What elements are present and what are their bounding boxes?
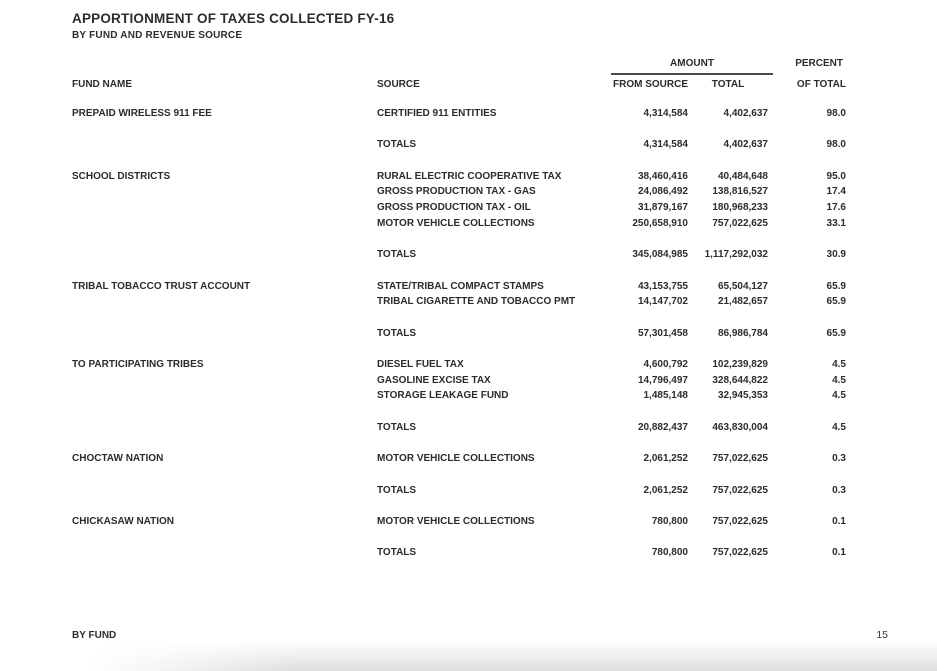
total-cell: 180,968,233 bbox=[712, 202, 768, 214]
percent-cell: 30.9 bbox=[826, 249, 846, 261]
totals-row bbox=[0, 483, 937, 499]
from-source-cell: 2,061,252 bbox=[643, 484, 688, 496]
source-cell bbox=[377, 404, 558, 420]
source-cell: RURAL ELECTRIC COOPERATIVE TAX bbox=[377, 170, 562, 182]
fund-name-cell bbox=[72, 341, 377, 357]
column-header-of-total: OF TOTAL bbox=[796, 79, 846, 90]
blank-row bbox=[0, 310, 937, 326]
table-row bbox=[0, 184, 937, 200]
from-source-cell bbox=[558, 341, 688, 357]
from-source-cell bbox=[558, 232, 688, 248]
blank-row bbox=[0, 435, 937, 451]
table-row bbox=[0, 514, 937, 530]
fund-name-cell: CHOCTAW NATION bbox=[72, 453, 164, 465]
source-cell: STORAGE LEAKAGE FUND bbox=[377, 390, 509, 402]
percent-cell bbox=[768, 467, 846, 483]
total-cell bbox=[688, 404, 768, 420]
percent-cell bbox=[768, 404, 846, 420]
source-cell: GROSS PRODUCTION TAX - GAS bbox=[377, 186, 536, 198]
table-row bbox=[0, 200, 937, 216]
fund-name-cell bbox=[72, 122, 377, 138]
percent-cell bbox=[768, 341, 846, 357]
from-source-cell: 250,658,910 bbox=[632, 217, 688, 229]
total-cell bbox=[688, 530, 768, 546]
from-source-cell: 38,460,416 bbox=[637, 170, 688, 182]
total-cell: 757,022,625 bbox=[712, 453, 768, 465]
fund-name-cell: CHICKASAW NATION bbox=[72, 515, 175, 527]
fund-name-cell: PREPAID WIRELESS 911 FEE bbox=[72, 108, 212, 119]
percent-cell: 17.6 bbox=[826, 202, 846, 214]
column-header-fund-name: FUND NAME bbox=[72, 79, 132, 90]
blank-row bbox=[0, 232, 937, 248]
percent-cell bbox=[768, 310, 846, 326]
total-cell bbox=[688, 232, 768, 248]
from-source-cell: 1,485,148 bbox=[643, 390, 688, 402]
percent-cell: 98.0 bbox=[826, 139, 846, 151]
percent-cell bbox=[768, 498, 846, 514]
from-source-cell bbox=[558, 435, 688, 451]
percent-cell: 0.3 bbox=[832, 484, 846, 496]
fund-name-cell bbox=[72, 404, 377, 420]
from-source-cell bbox=[558, 122, 688, 138]
from-source-cell bbox=[558, 498, 688, 514]
total-cell bbox=[688, 153, 768, 169]
total-cell: 65,504,127 bbox=[717, 280, 768, 292]
source-cell: CERTIFIED 911 ENTITIES bbox=[377, 108, 497, 119]
column-header-total: TOTAL bbox=[711, 79, 745, 90]
percent-cell: 4.5 bbox=[832, 390, 846, 402]
source-cell: DIESEL FUEL TAX bbox=[377, 359, 464, 370]
source-cell: GROSS PRODUCTION TAX - OIL bbox=[377, 202, 531, 214]
table-row bbox=[0, 169, 937, 185]
fund-name-cell bbox=[72, 498, 377, 514]
page-subtitle: BY FUND AND REVENUE SOURCE bbox=[72, 30, 243, 41]
source-cell: TOTALS bbox=[377, 484, 417, 496]
from-source-cell: 14,147,702 bbox=[637, 296, 688, 308]
total-cell bbox=[688, 467, 768, 483]
total-cell bbox=[688, 122, 768, 138]
fund-name-cell bbox=[72, 545, 377, 561]
percent-cell: 95.0 bbox=[826, 170, 846, 182]
table-body bbox=[0, 106, 937, 561]
percent-cell: 4.5 bbox=[832, 421, 846, 433]
percent-cell: 33.1 bbox=[826, 217, 846, 229]
source-cell bbox=[377, 530, 558, 546]
totals-row bbox=[0, 545, 937, 561]
total-cell: 4,402,637 bbox=[723, 108, 768, 119]
from-source-cell bbox=[558, 153, 688, 169]
table-row bbox=[0, 294, 937, 310]
percent-cell: 4.5 bbox=[832, 374, 846, 386]
source-cell bbox=[377, 263, 558, 279]
from-source-cell bbox=[558, 467, 688, 483]
from-source-cell: 4,600,792 bbox=[643, 359, 688, 370]
from-source-cell: 4,314,584 bbox=[643, 139, 688, 151]
total-cell bbox=[688, 435, 768, 451]
source-cell: TOTALS bbox=[377, 421, 417, 433]
total-cell bbox=[688, 341, 768, 357]
from-source-cell: 780,800 bbox=[651, 547, 688, 559]
totals-row bbox=[0, 137, 937, 153]
page-number: 15 bbox=[876, 629, 888, 641]
column-header-percent: PERCENT bbox=[795, 58, 843, 69]
percent-cell: 0.1 bbox=[832, 547, 846, 559]
totals-row bbox=[0, 247, 937, 263]
from-source-cell: 2,061,252 bbox=[643, 453, 688, 465]
from-source-cell bbox=[558, 263, 688, 279]
total-cell: 757,022,625 bbox=[712, 515, 768, 527]
fund-name-cell bbox=[72, 435, 377, 451]
source-cell: TOTALS bbox=[377, 547, 417, 559]
from-source-cell: 4,314,584 bbox=[643, 108, 688, 119]
source-cell: STATE/TRIBAL COMPACT STAMPS bbox=[377, 280, 544, 292]
fund-name-cell bbox=[72, 326, 377, 342]
percent-cell: 65.9 bbox=[826, 327, 846, 339]
fund-name-cell bbox=[72, 216, 377, 232]
source-cell: MOTOR VEHICLE COLLECTIONS bbox=[377, 515, 535, 527]
fund-name-cell bbox=[72, 200, 377, 216]
total-cell: 328,644,822 bbox=[712, 374, 768, 386]
totals-row bbox=[0, 326, 937, 342]
source-cell: TOTALS bbox=[377, 249, 417, 261]
total-cell: 86,986,784 bbox=[717, 327, 768, 339]
total-cell: 757,022,625 bbox=[712, 484, 768, 496]
blank-row bbox=[0, 404, 937, 420]
fund-name-cell bbox=[72, 373, 377, 389]
blank-row bbox=[0, 530, 937, 546]
total-cell bbox=[688, 310, 768, 326]
footer-label: BY FUND bbox=[72, 630, 117, 641]
fund-name-cell: SCHOOL DISTRICTS bbox=[72, 170, 171, 182]
blank-row bbox=[0, 122, 937, 138]
fund-name-cell bbox=[72, 310, 377, 326]
source-cell: MOTOR VEHICLE COLLECTIONS bbox=[377, 453, 535, 465]
percent-cell bbox=[768, 263, 846, 279]
percent-cell: 65.9 bbox=[826, 296, 846, 308]
from-source-cell: 43,153,755 bbox=[637, 280, 688, 292]
percent-cell bbox=[768, 122, 846, 138]
amount-underline bbox=[611, 73, 773, 75]
fund-name-cell bbox=[72, 247, 377, 263]
percent-cell: 65.9 bbox=[826, 280, 846, 292]
totals-row bbox=[0, 420, 937, 436]
column-header-source: SOURCE bbox=[377, 79, 420, 90]
fund-name-cell bbox=[72, 467, 377, 483]
column-header-from-source: FROM SOURCE bbox=[613, 79, 688, 90]
fund-name-cell bbox=[72, 530, 377, 546]
fund-name-cell bbox=[72, 263, 377, 279]
fund-name-cell: TO PARTICIPATING TRIBES bbox=[72, 359, 204, 370]
fund-name-cell bbox=[72, 153, 377, 169]
fund-name-cell bbox=[72, 294, 377, 310]
total-cell: 757,022,625 bbox=[712, 217, 768, 229]
from-source-cell: 14,796,497 bbox=[637, 374, 688, 386]
blank-row bbox=[0, 467, 937, 483]
table-row bbox=[0, 357, 937, 373]
table-row bbox=[0, 216, 937, 232]
table-row bbox=[0, 388, 937, 404]
fund-name-cell bbox=[72, 483, 377, 499]
from-source-cell: 57,301,458 bbox=[637, 327, 688, 339]
from-source-cell: 31,879,167 bbox=[637, 202, 688, 214]
percent-cell: 98.0 bbox=[826, 108, 846, 119]
source-cell bbox=[377, 341, 558, 357]
from-source-cell: 780,800 bbox=[651, 515, 688, 527]
page-title: APPORTIONMENT OF TAXES COLLECTED FY-16 bbox=[72, 11, 395, 26]
from-source-cell: 345,084,985 bbox=[632, 249, 688, 261]
source-cell bbox=[377, 122, 558, 138]
percent-cell: 0.3 bbox=[832, 453, 846, 465]
source-cell bbox=[377, 310, 558, 326]
source-cell: GASOLINE EXCISE TAX bbox=[377, 374, 491, 386]
percent-cell: 4.5 bbox=[832, 359, 846, 370]
blank-row bbox=[0, 341, 937, 357]
total-cell: 138,816,527 bbox=[712, 186, 768, 198]
blank-row bbox=[0, 263, 937, 279]
from-source-cell: 24,086,492 bbox=[637, 186, 688, 198]
blank-row bbox=[0, 498, 937, 514]
fund-name-cell bbox=[72, 232, 377, 248]
from-source-cell: 20,882,437 bbox=[637, 421, 688, 433]
table-row bbox=[0, 279, 937, 295]
table-row bbox=[0, 373, 937, 389]
from-source-cell bbox=[558, 530, 688, 546]
total-cell: 102,239,829 bbox=[712, 359, 768, 370]
total-cell: 4,402,637 bbox=[723, 139, 768, 151]
total-cell: 40,484,648 bbox=[717, 170, 768, 182]
from-source-cell bbox=[558, 404, 688, 420]
source-cell: TRIBAL CIGARETTE AND TOBACCO PMT bbox=[377, 296, 576, 308]
total-cell: 463,830,004 bbox=[712, 421, 768, 433]
percent-cell bbox=[768, 232, 846, 248]
total-cell bbox=[688, 263, 768, 279]
total-cell: 21,482,657 bbox=[717, 296, 768, 308]
fund-name-cell bbox=[72, 420, 377, 436]
source-cell bbox=[377, 467, 558, 483]
fund-name-cell bbox=[72, 388, 377, 404]
fund-name-cell bbox=[72, 184, 377, 200]
table-row bbox=[0, 451, 937, 467]
source-cell bbox=[377, 498, 558, 514]
table-row bbox=[0, 106, 937, 122]
percent-cell bbox=[768, 435, 846, 451]
percent-cell bbox=[768, 530, 846, 546]
total-cell bbox=[688, 498, 768, 514]
total-cell: 32,945,353 bbox=[717, 390, 768, 402]
total-cell: 757,022,625 bbox=[712, 547, 768, 559]
blank-row bbox=[0, 153, 937, 169]
percent-cell: 17.4 bbox=[826, 186, 846, 198]
fund-name-cell: TRIBAL TOBACCO TRUST ACCOUNT bbox=[72, 280, 251, 292]
fund-name-cell bbox=[72, 137, 377, 153]
total-cell: 1,117,292,032 bbox=[704, 249, 768, 261]
source-cell bbox=[377, 232, 558, 248]
percent-cell: 0.1 bbox=[832, 515, 846, 527]
page-bottom-shadow bbox=[0, 641, 937, 671]
column-header-amount: AMOUNT bbox=[670, 58, 714, 69]
source-cell bbox=[377, 153, 558, 169]
percent-cell bbox=[768, 153, 846, 169]
source-cell: TOTALS bbox=[377, 327, 417, 339]
source-cell: TOTALS bbox=[377, 139, 417, 151]
from-source-cell bbox=[558, 310, 688, 326]
source-cell bbox=[377, 435, 558, 451]
source-cell: MOTOR VEHICLE COLLECTIONS bbox=[377, 217, 535, 229]
